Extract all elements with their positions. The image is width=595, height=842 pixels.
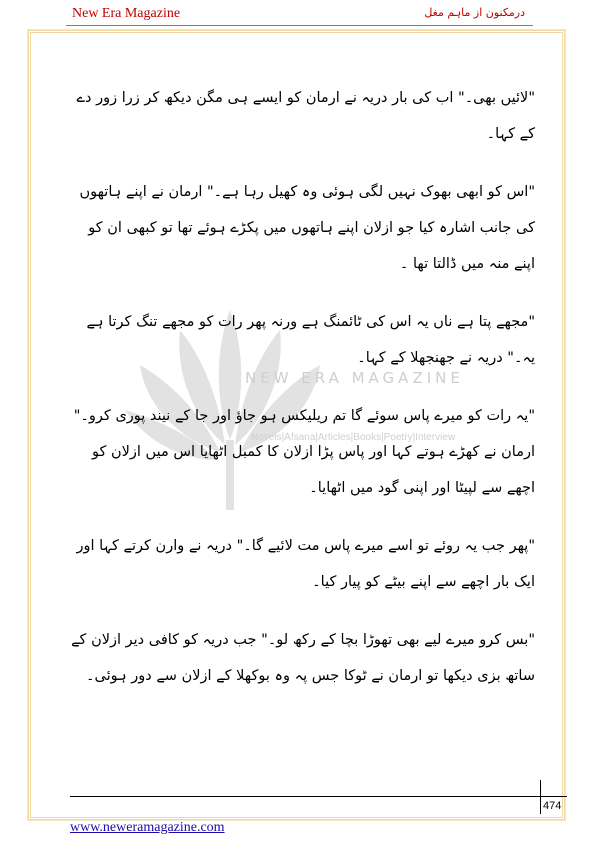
watermark-brand: NEW ERA MAGAZINE xyxy=(245,369,464,387)
footer-divider xyxy=(70,796,567,797)
paragraph: "بس کرو میرے لیے بھی تھوڑا بچا کے رکھ لو۔" جب دریہ کو کافی دیر ازلان کے ساتھ بزی دیکھا تو ارمان نے ٹوکا جس پہ وہ بوکھلا کے ازلان سے دور ہوئی۔ xyxy=(71,632,535,684)
paragraph: "مجھے پتا ہے ناں یہ اس کی ٹائمنگ ہے ورنہ پھر رات کو مجھے تنگ کرتا ہے یہ۔" دریہ نے جھنجھلا کے کہا۔ xyxy=(86,314,535,366)
header-divider xyxy=(66,25,533,26)
watermark-categories: Novels|Afsana|Articles|Books|Poetry|Interview xyxy=(251,432,456,443)
paragraph: "لائیں بھی۔" اب کی بار دریہ نے ارمان کو ایسے ہی مگن دیکھ کر زرا زور دے کے کہا۔ xyxy=(76,90,535,142)
page-number: 474 xyxy=(543,800,562,812)
story-author: درمکنون از ماہم مغل xyxy=(424,6,525,19)
paragraph: "یہ رات کو میرے پاس سوئے گا تم ریلیکس ہو جاؤ اور جا کے نیند پوری کرو۔" ارمان نے کھڑے ہوتے کہا اور پاس پڑا ازلان کا کمبل اٹھایا اس میں ازلان کو اچھے سے لپیٹا اور اپنی گود میں اٹھایا۔ xyxy=(73,408,535,496)
website-link[interactable]: www.neweramagazine.com xyxy=(70,820,225,835)
paragraph: "پھر جب یہ روئے تو اسے میرے پاس مت لائیے گا۔" دریہ نے وارن کرتے کہا اور ایک بار اچھے سے اپنے بیٹے کو پیار کیا۔ xyxy=(76,538,535,590)
paragraph: "اس کو ابھی بھوک نہیں لگی ہوئی وہ کھیل رہا ہے۔" ارمان نے اپنے ہاتھوں کی جانب اشارہ کیا جو ازلان اپنے ہاتھوں میں پکڑے ہوئے تھا تو کبھی ان کو اپنے منہ میں ڈالتا تھا ۔ xyxy=(79,184,535,272)
story-body xyxy=(70,80,535,716)
magazine-name: New Era Magazine xyxy=(72,6,181,21)
